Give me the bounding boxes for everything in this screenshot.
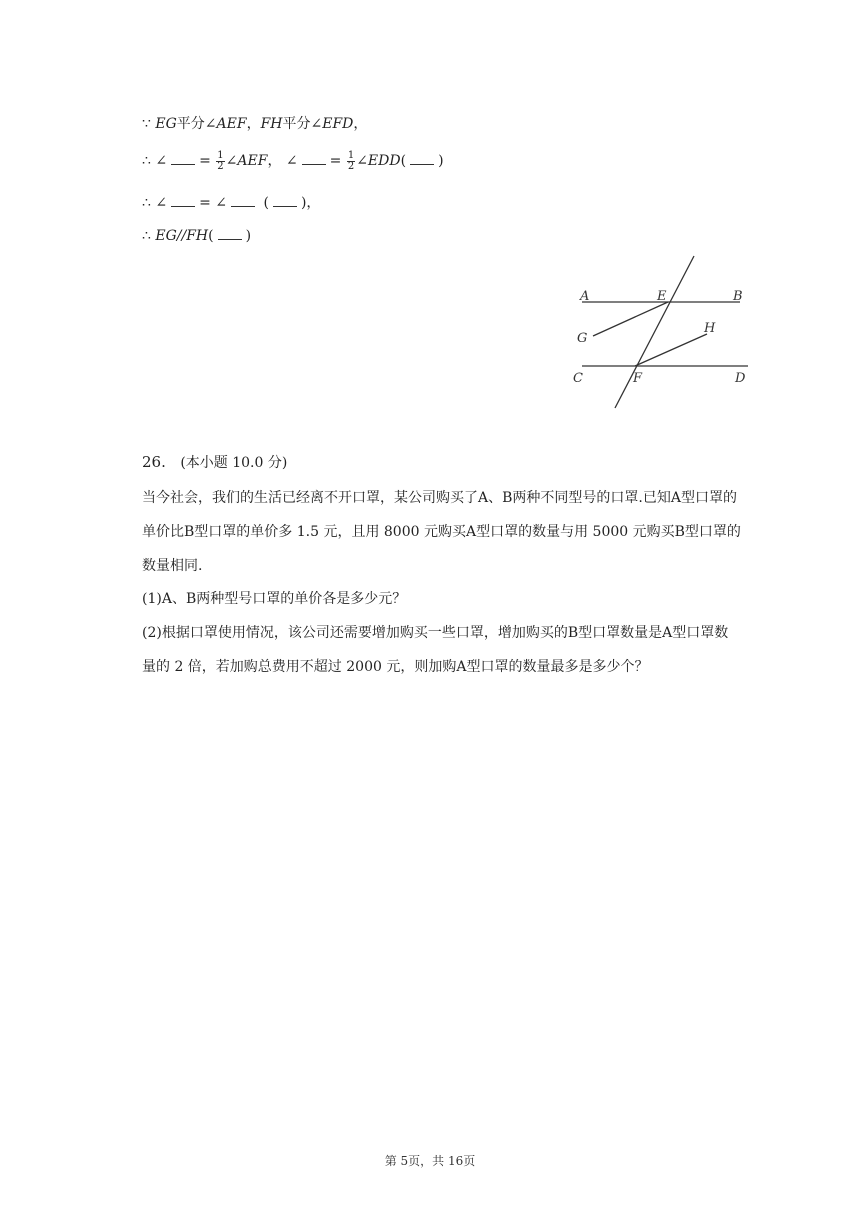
answer-blank[interactable] xyxy=(302,154,326,165)
answer-blank[interactable] xyxy=(171,196,195,207)
separator: ， xyxy=(267,153,282,169)
segment-fh: FH xyxy=(260,116,283,132)
transversal-line xyxy=(615,256,694,408)
because-symbol: ∵ xyxy=(142,116,151,132)
text-bisects-2: 平分 xyxy=(282,116,311,132)
reason-blank[interactable] xyxy=(218,229,242,240)
angle-efd: ∠EFD xyxy=(310,116,354,132)
angle-symbol: ∠ xyxy=(215,195,228,211)
question-body: 当今社会，我们的生活已经离不开口罩，某公司购买了A、B两种不同型号的口罩.已知A型口罩的单价比B型口罩的单价多 1.5 元，且用 8000 元购买A型口罩的数量与用 5000 元购买B型口罩的数量相同. xyxy=(142,490,741,574)
close-paren: ) xyxy=(245,228,252,244)
equals: = xyxy=(329,153,342,169)
close-paren: ) xyxy=(438,153,444,169)
label-c: C xyxy=(573,371,583,386)
text-bisects-1: 平分 xyxy=(176,116,205,132)
label-h: H xyxy=(704,321,716,336)
equals: = xyxy=(199,195,211,211)
label-a: A xyxy=(580,289,590,304)
separator: ， xyxy=(246,116,261,132)
angle-edd: ∠EDD xyxy=(356,153,401,169)
open-paren: ( xyxy=(208,228,214,244)
segment-eg: EG xyxy=(155,116,177,132)
angle-aef: ∠AEF xyxy=(204,116,247,132)
question-meta: (本小题 10.0 分) xyxy=(180,455,288,471)
close-paren: ) xyxy=(300,195,307,211)
proof-line-3 xyxy=(142,192,320,212)
answer-blank[interactable] xyxy=(231,196,255,207)
label-f: F xyxy=(633,371,643,386)
question-part-1: (1)A、B两种型号口罩的单价各是多少元？ xyxy=(142,591,407,607)
angle-symbol: ∠ xyxy=(155,195,168,211)
fraction-half: $\frac{1}{2}$ xyxy=(347,149,355,172)
question-part-2: (2)根据口罩使用情况，该公司还需要增加购买一些口罩，增加购买的B型口罩数量是A型口罩数量的 2 倍，若加购总费用不超过 2000 元，则加购A型口罩的数量最多是多少个？ xyxy=(142,625,729,675)
label-e: E xyxy=(657,289,667,304)
question-number: 26. xyxy=(142,453,166,471)
line-end: ， xyxy=(353,116,368,132)
reason-blank[interactable] xyxy=(410,154,434,165)
equals: = xyxy=(199,153,211,169)
page-footer: 第 5页，共 16页 xyxy=(384,1154,476,1168)
proof-line-4 xyxy=(142,228,251,244)
open-paren: ( xyxy=(263,195,269,211)
proof-line-2 xyxy=(142,150,444,172)
angle-aef: ∠AEF xyxy=(225,153,268,169)
therefore-symbol: ∴ xyxy=(142,228,151,244)
reason-blank[interactable] xyxy=(273,196,297,207)
answer-blank[interactable] xyxy=(171,154,195,165)
therefore-symbol: ∴ xyxy=(142,195,151,211)
angle-symbol: ∠ xyxy=(155,153,168,169)
geometry-figure xyxy=(560,250,760,420)
line-end: ， xyxy=(306,195,321,211)
parallel-statement: EG//FH xyxy=(155,228,209,244)
ray-eg xyxy=(593,302,668,336)
label-d: D xyxy=(735,371,746,386)
question-header xyxy=(142,452,287,472)
fraction-half: $\frac{1}{2}$ xyxy=(217,149,224,172)
therefore-symbol: ∴ xyxy=(142,153,151,169)
label-b: B xyxy=(733,289,743,304)
open-paren: ( xyxy=(400,153,407,169)
label-g: G xyxy=(577,331,588,346)
proof-line-1 xyxy=(142,113,367,133)
angle-symbol: ∠ xyxy=(285,153,298,169)
